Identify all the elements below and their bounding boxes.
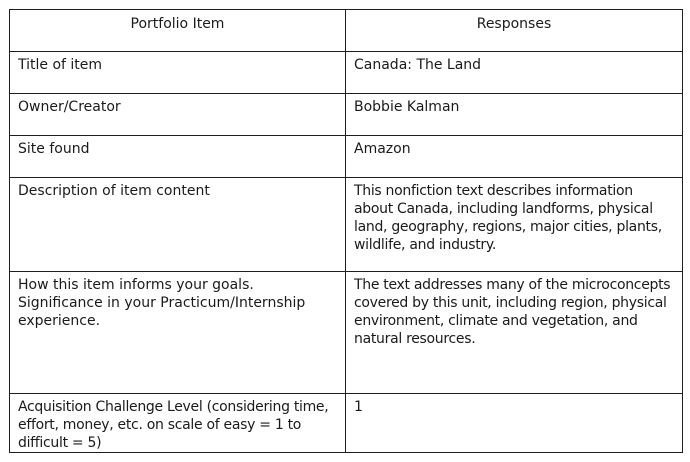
item-cell-title <box>10 52 346 94</box>
response-cell-site <box>346 136 683 178</box>
item-label: Site found <box>18 141 90 157</box>
item-cell-description <box>10 178 346 272</box>
response-value: Canada: The Land <box>354 57 482 73</box>
item-cell-challenge <box>10 394 346 453</box>
table-row <box>10 52 683 94</box>
header-responses: Responses <box>346 10 683 52</box>
portfolio-table <box>9 9 683 453</box>
item-label: Acquisition Challenge Level (considering time, effort, money, etc. on scale of easy = 1 to difficult = 5) <box>18 399 329 451</box>
response-cell-goals <box>346 272 683 394</box>
response-value: The text addresses many of the microconcepts covered by this unit, including region, physical environment, climate and vegetation, and natural resources. <box>354 277 671 347</box>
response-cell-owner <box>346 94 683 136</box>
table-row <box>10 394 683 453</box>
item-cell-goals <box>10 272 346 394</box>
item-label: How this item informs your goals. Significance in your Practicum/Internship experience. <box>18 277 306 329</box>
table-row <box>10 178 683 272</box>
table-row <box>10 94 683 136</box>
header-portfolio-item: Portfolio Item <box>10 10 346 52</box>
response-value: This nonfiction text describes information about Canada, including landforms, physical land, geography, regions, major cities, plants, wildlife, and industry. <box>354 183 662 253</box>
item-label: Owner/Creator <box>18 99 121 115</box>
response-value: Amazon <box>354 141 411 157</box>
response-value: Bobbie Kalman <box>354 99 460 115</box>
table-header-row <box>10 10 683 52</box>
item-cell-owner <box>10 94 346 136</box>
response-cell-title <box>346 52 683 94</box>
table-row <box>10 272 683 394</box>
item-cell-site <box>10 136 346 178</box>
response-value: 1 <box>354 399 363 415</box>
response-cell-description <box>346 178 683 272</box>
item-label: Title of item <box>18 57 103 73</box>
item-label: Description of item content <box>18 183 210 199</box>
response-cell-challenge <box>346 394 683 453</box>
table-row <box>10 136 683 178</box>
